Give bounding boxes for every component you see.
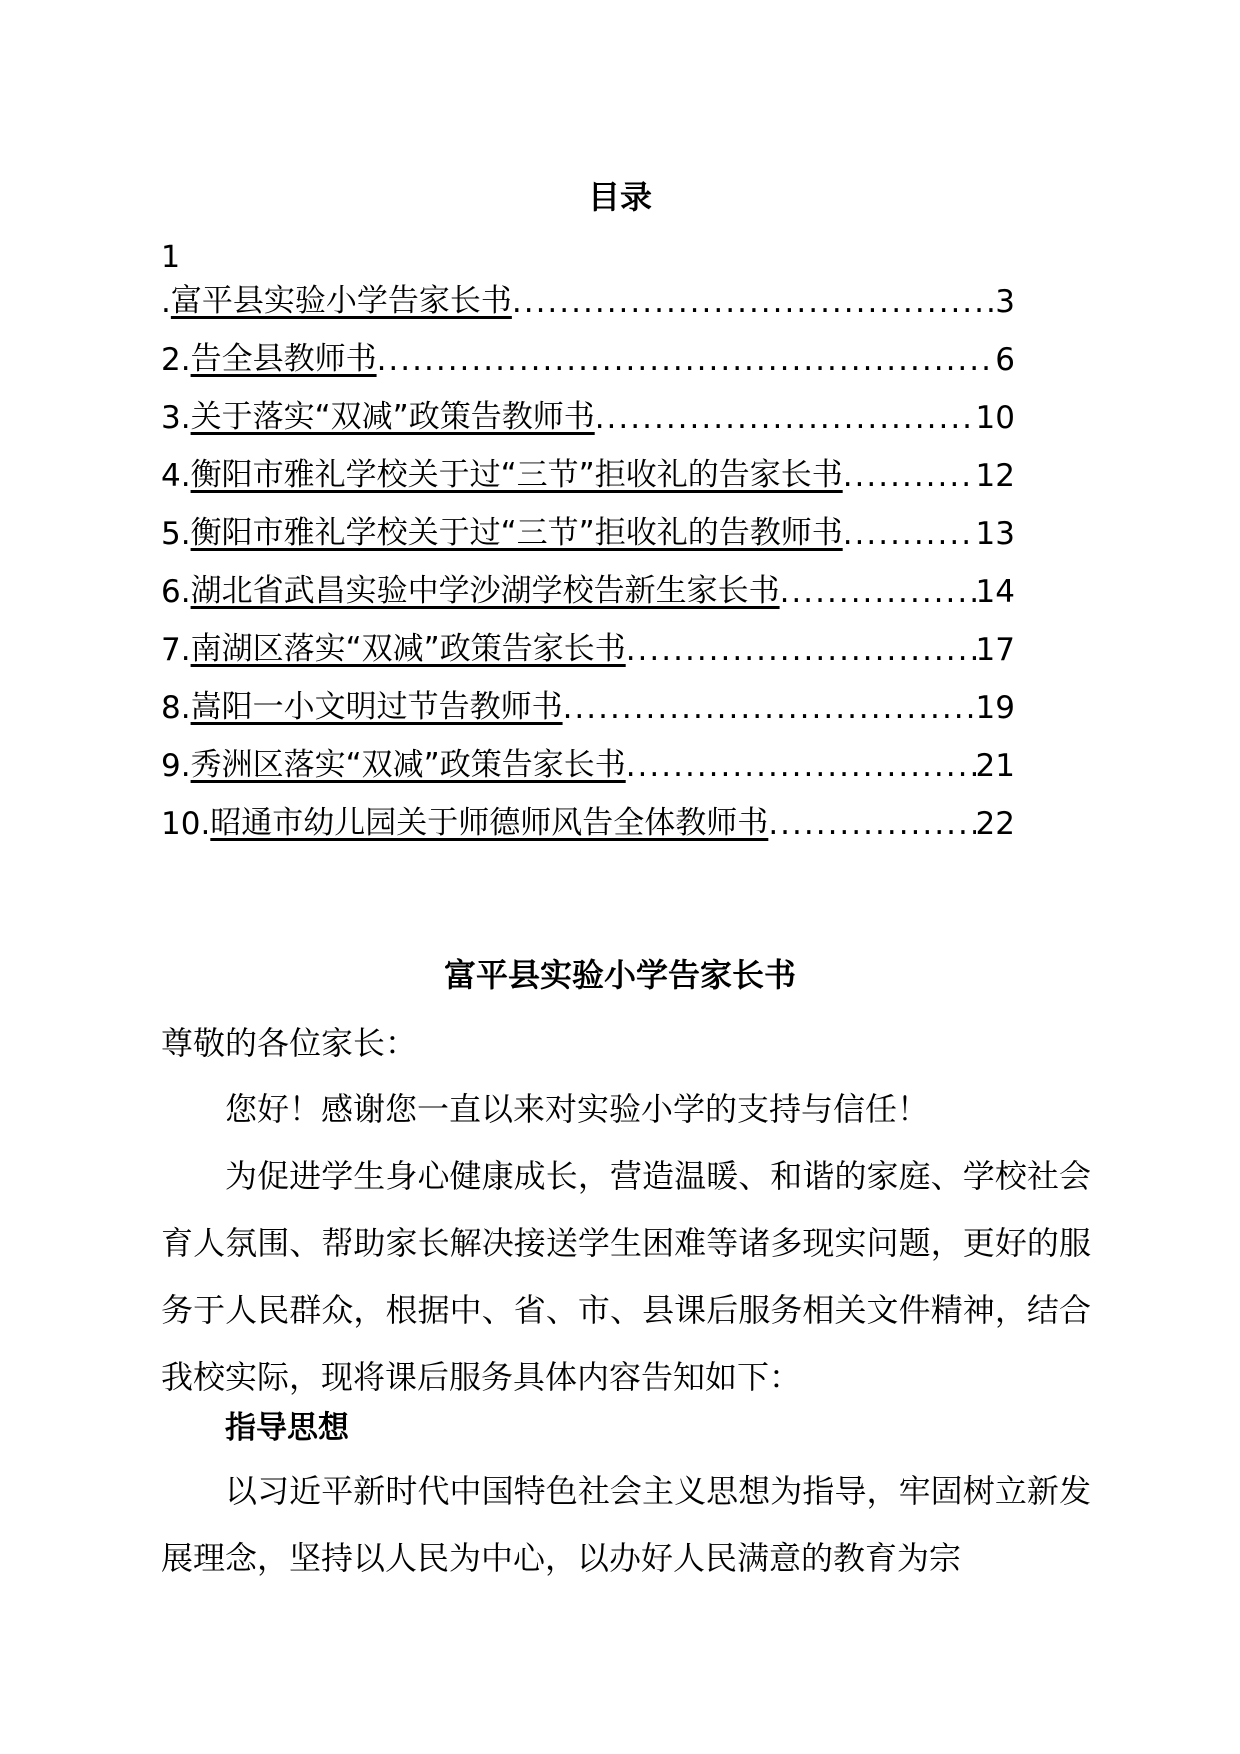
toc-entry-link[interactable]: 衡阳市雅礼学校关于过“三节”拒收礼的告教师书 [190, 515, 843, 551]
letter-salutation: 尊敬的各位家长： [161, 1024, 418, 1062]
toc-leader-dots [377, 342, 996, 378]
toc-title: 目录 [587, 178, 652, 216]
toc-entry[interactable] [161, 796, 1015, 842]
letter-paragraph: 为促进学生身心健康成长，营造温暖、和谐的家庭、学校社会育人氛围、帮助家长解决接送学生困难等诸多现实问题，更好的服务于人民群众，根据中、省、市、县课后服务相关文件精神，结合我校实际，现将课后服务具体内容告知如下： [161, 1157, 1091, 1396]
letter-title: 富平县实验小学告家长书 [443, 956, 796, 994]
toc-entry[interactable] [161, 332, 1015, 378]
toc-entry-link[interactable]: 嵩阳一小文明过节告教师书 [190, 689, 563, 725]
toc-entry-link[interactable]: 告全县教师书 [190, 341, 377, 377]
toc-leader-dots [780, 574, 976, 610]
toc-entry-page: 21 [975, 748, 1015, 784]
toc-leader-dots [843, 458, 976, 494]
toc-entry-number: 5. [161, 516, 191, 552]
toc-entry-number: 10. [161, 806, 211, 842]
toc-entry-link[interactable]: 衡阳市雅礼学校关于过“三节”拒收礼的告家长书 [190, 457, 843, 493]
toc-entry-link[interactable]: 富平县实验小学告家长书 [170, 283, 512, 319]
toc-entry-link[interactable]: 关于落实“双减”政策告教师书 [190, 399, 595, 435]
toc-entry[interactable] [161, 680, 1015, 726]
toc-entry-link[interactable]: 南湖区落实“双减”政策告家长书 [190, 631, 626, 667]
toc-entry-number: 9. [161, 748, 191, 784]
toc-entry-number: . [161, 284, 171, 320]
toc-leader-dots [595, 400, 976, 436]
toc-lead-number: 1 [161, 240, 181, 275]
toc-entry-link[interactable]: 昭通市幼儿园关于师德师风告全体教师书 [210, 805, 769, 841]
toc-leader-dots [768, 806, 975, 842]
toc-leader-dots [563, 690, 976, 726]
toc-entry-number: 3. [161, 400, 191, 436]
toc-entry-page: 19 [975, 690, 1015, 726]
toc-entry-number: 7. [161, 632, 191, 668]
toc-entry[interactable] [161, 506, 1015, 552]
toc-entry-page: 22 [975, 806, 1015, 842]
toc-entry-page: 6 [995, 342, 1015, 378]
toc-entry-link[interactable]: 湖北省武昌实验中学沙湖学校告新生家长书 [190, 573, 780, 609]
toc-entry-number: 4. [161, 458, 191, 494]
toc-entry[interactable] [161, 448, 1015, 494]
toc-entry-page: 12 [975, 458, 1015, 494]
toc-entry-page: 3 [995, 284, 1015, 320]
toc-entry[interactable] [161, 738, 1015, 784]
toc-entry[interactable] [161, 564, 1015, 610]
toc-entry-page: 17 [975, 632, 1015, 668]
toc-entry-link[interactable]: 秀洲区落实“双减”政策告家长书 [190, 747, 626, 783]
toc-entry-page: 14 [975, 574, 1015, 610]
section-heading: 指导思想 [225, 1410, 349, 1446]
toc-entry-page: 10 [975, 400, 1015, 436]
toc-entry[interactable] [161, 622, 1015, 668]
toc-leader-dots [626, 748, 976, 784]
toc-entry[interactable] [161, 390, 1015, 436]
toc-entry-number: 2. [161, 342, 191, 378]
toc-leader-dots [843, 516, 976, 552]
toc-entry-page: 13 [975, 516, 1015, 552]
letter-paragraph: 以习近平新时代中国特色社会主义思想为指导，牢固树立新发展理念，坚持以人民为中心，以办好人民满意的教育为宗 [161, 1472, 1091, 1577]
toc-entry-number: 8. [161, 690, 191, 726]
toc-leader-dots [512, 284, 995, 320]
toc-leader-dots [626, 632, 976, 668]
letter-greeting: 您好！感谢您一直以来对实验小学的支持与信任！ [225, 1090, 930, 1128]
toc-entry[interactable] [161, 274, 1015, 320]
toc-entry-number: 6. [161, 574, 191, 610]
